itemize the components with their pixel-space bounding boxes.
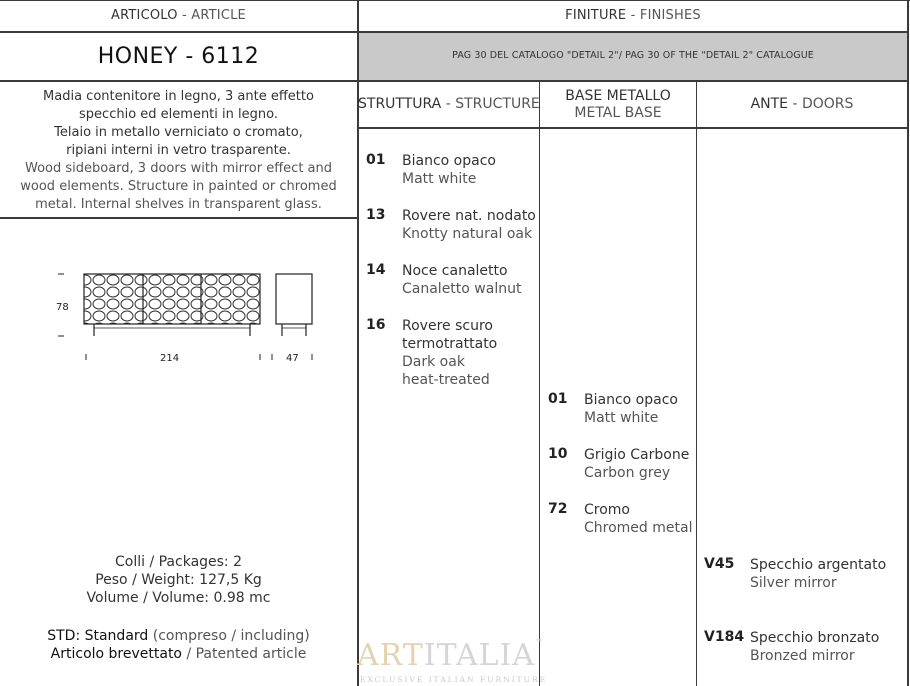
- packages-count: Colli / Packages: 2: [114, 554, 243, 570]
- doors-column-head: ANTE - DOORS: [750, 96, 854, 112]
- product-title: HONEY - 6112: [97, 44, 260, 69]
- description-it-line: Telaio in metallo verniciato o cromato,: [54, 125, 303, 140]
- description-it-line: ripiani interni in vetro trasparente.: [66, 143, 291, 158]
- top-border: [0, 0, 910, 1]
- base-column-head: BASE METALLO METAL BASE: [565, 88, 671, 121]
- height-dimension: 78: [56, 302, 69, 313]
- width-dimension: 214: [160, 353, 180, 364]
- description-en-line: wood elements. Structure in painted or chromed: [20, 179, 337, 194]
- description-it-line: Madia contenitore in legno, 3 ante effetto: [43, 89, 314, 104]
- right-border: [907, 0, 909, 686]
- product-description: [0, 88, 357, 214]
- article-header: ARTICOLO - ARTICLE: [111, 8, 246, 23]
- artitalia-logo: ARTITALIA™: [357, 638, 545, 673]
- vertical-divider-doors: [696, 81, 697, 686]
- column-head-bottom-line: [358, 127, 909, 129]
- depth-dimension: 47: [286, 353, 299, 364]
- description-it-line: specchio ed elementi in legno.: [79, 107, 278, 122]
- standard-line: STD: Standard (compreso / including): [47, 628, 310, 644]
- front-view-body: [84, 274, 260, 324]
- patent-line: Articolo brevettato / Patented article: [50, 646, 307, 662]
- side-view-body: [276, 274, 312, 324]
- description-en-line: metal. Internal shelves in transparent glass.: [35, 197, 322, 212]
- description-en-line: Wood sideboard, 3 doors with mirror effect and: [24, 161, 333, 176]
- description-bottom-line: [0, 217, 358, 219]
- logo-tagline: EXCLUSIVE ITALIAN FURNITURE: [360, 675, 548, 684]
- standard-info: [0, 627, 357, 663]
- structure-column-head: STRUTTURA - STRUCTURE: [358, 96, 540, 112]
- packaging-info: [0, 553, 357, 607]
- volume: Volume / Volume: 0.98 mc: [86, 590, 271, 606]
- title-bottom-line: [0, 80, 909, 82]
- catalog-ref-band: [359, 33, 907, 80]
- finishes-header: FINITURE - FINISHES: [565, 8, 701, 23]
- weight: Peso / Weight: 127,5 Kg: [95, 572, 262, 588]
- catalog-ref: PAG 30 DEL CATALOGO "DETAIL 2"/ PAG 30 OF THE "DETAIL 2" CATALOGUE: [452, 50, 814, 61]
